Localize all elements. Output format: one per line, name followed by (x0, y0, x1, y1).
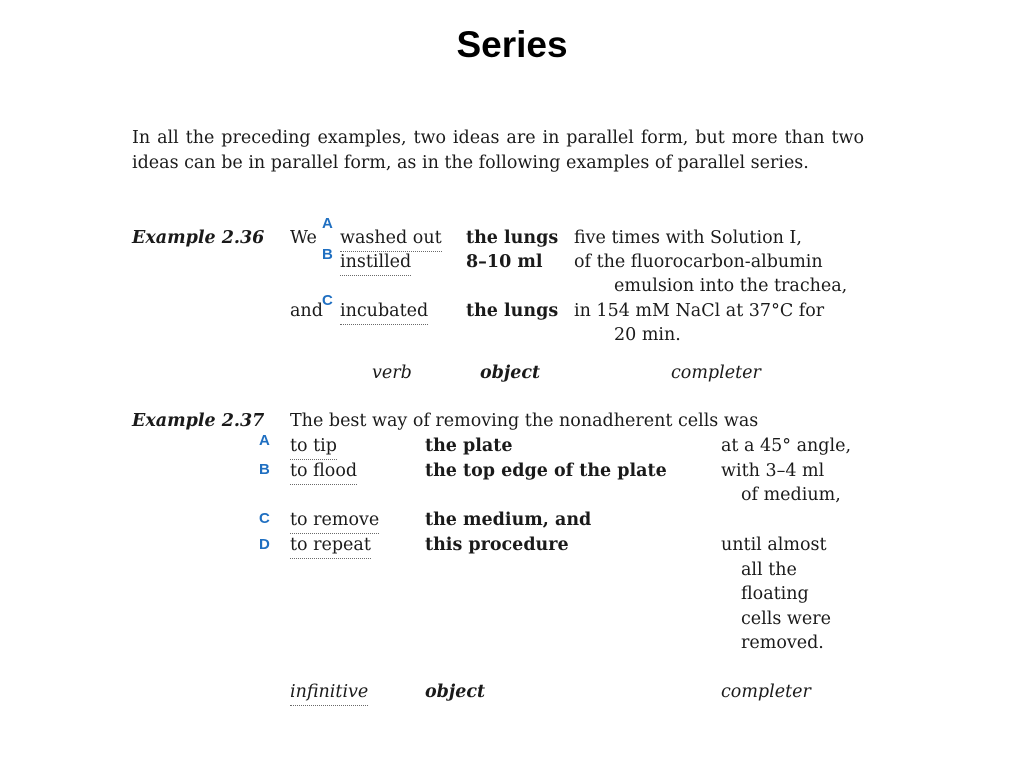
series-marker-c: C (322, 292, 333, 309)
object-cell: 8–10 ml (466, 252, 543, 272)
column-header-object: object (425, 682, 486, 702)
intro-paragraph: In all the preceding examples, two ideas are in parallel form, but more than two ideas can be in parallel form, as in the following examples of parallel series. (132, 128, 864, 173)
series-marker-a: A (259, 432, 270, 449)
completer-line: floating (741, 584, 809, 604)
column-header-completer: completer (721, 682, 811, 702)
completer-line: of the fluorocarbon-albumin (574, 252, 823, 272)
object-cell: the lungs (466, 228, 559, 248)
series-marker-b: B (259, 461, 270, 478)
infinitive-cell: to repeat (290, 533, 371, 559)
completer-line: emulsion into the trachea, (614, 276, 848, 296)
completer-line: in 154 mM NaCl at 37°C for (574, 301, 825, 321)
object-cell: the plate (425, 436, 513, 456)
completer-line: of medium, (741, 485, 841, 505)
verb-cell: instilled (340, 250, 411, 276)
completer-line: all the (741, 560, 797, 580)
verb-cell: washed out (340, 226, 442, 252)
lead-word-we: We (290, 228, 317, 248)
column-header-verb: verb (372, 363, 412, 383)
series-marker-a: A (322, 215, 333, 232)
infinitive-cell: to flood (290, 459, 357, 485)
object-cell: the medium, and (425, 510, 592, 530)
completer-line: five times with Solution I, (574, 228, 802, 248)
completer-line: at a 45° angle, (721, 436, 852, 456)
column-header-object: object (480, 363, 541, 383)
completer-line: with 3–4 ml (721, 461, 825, 481)
verb-cell: incubated (340, 299, 428, 325)
completer-line: removed. (741, 633, 824, 653)
completer-line: cells were (741, 609, 831, 629)
column-header-infinitive: infinitive (290, 680, 368, 706)
lead-word-and: and (290, 301, 323, 321)
series-marker-c: C (259, 510, 270, 527)
slide-title: Series (456, 24, 568, 65)
example-intro: The best way of removing the nonadherent cells was (290, 411, 759, 431)
example-label: Example 2.36 (132, 228, 265, 248)
infinitive-cell: to tip (290, 434, 337, 460)
column-header-completer: completer (671, 363, 761, 383)
completer-line: until almost (721, 535, 827, 555)
infinitive-cell: to remove (290, 508, 379, 534)
series-marker-b: B (322, 246, 333, 263)
completer-line: 20 min. (614, 325, 681, 345)
object-cell: the lungs (466, 301, 559, 321)
example-label: Example 2.37 (132, 411, 265, 431)
series-marker-d: D (259, 536, 270, 553)
object-cell: the top edge of the plate (425, 461, 667, 481)
object-cell: this procedure (425, 535, 569, 555)
